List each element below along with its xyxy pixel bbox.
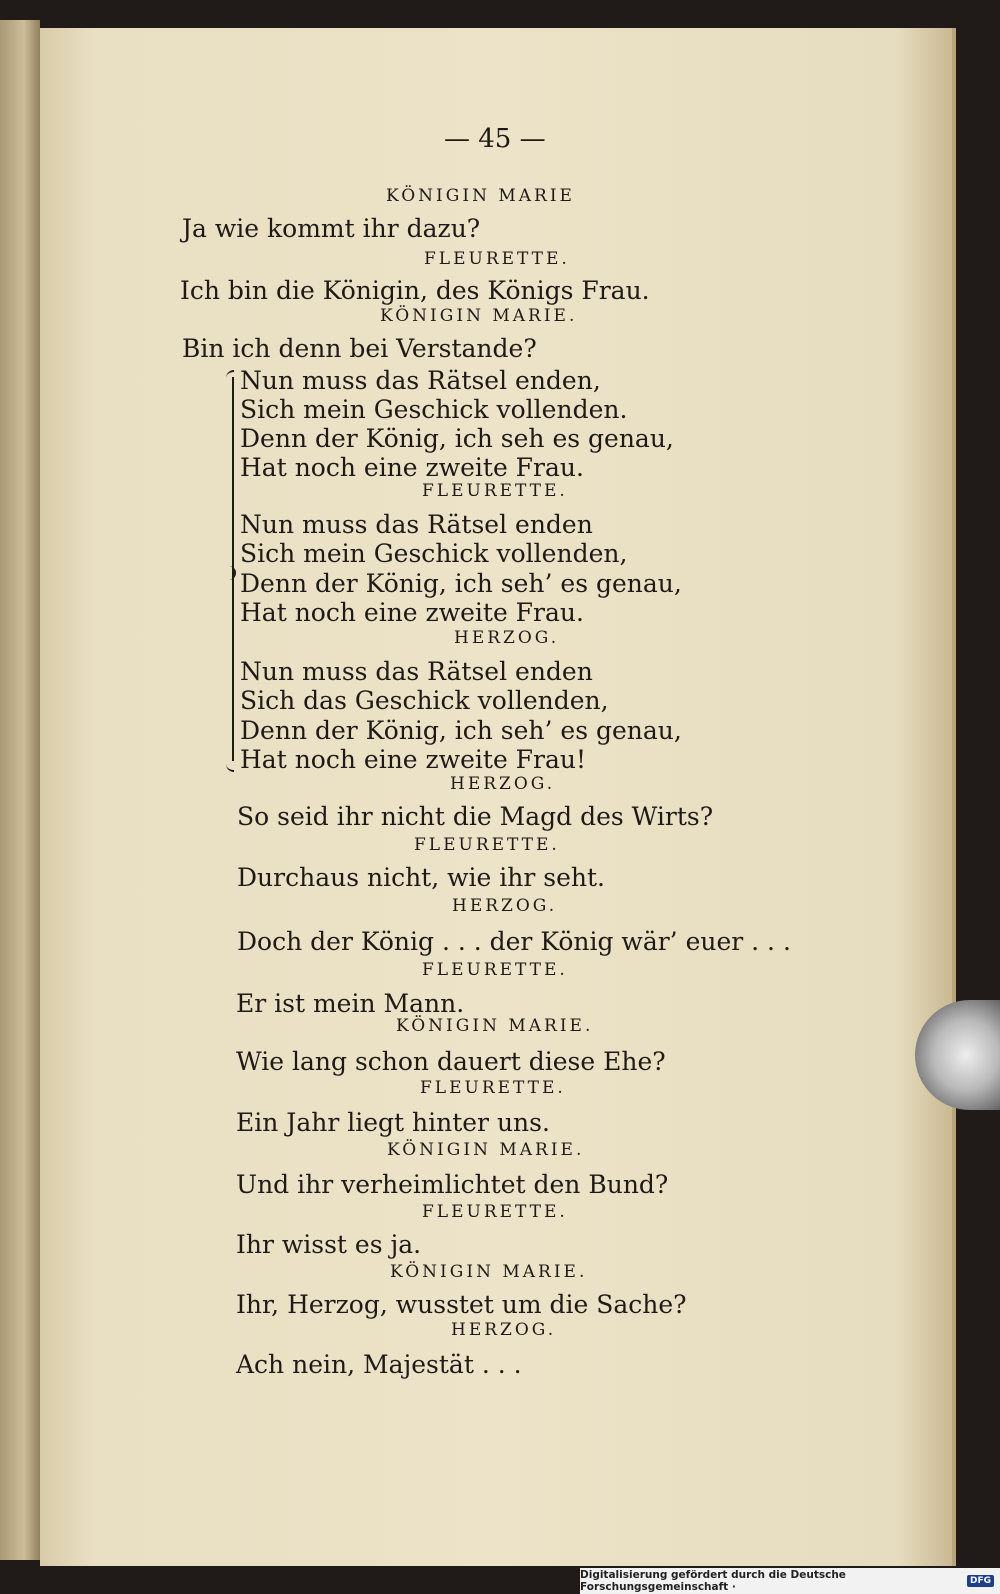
verse-line: Ich bin die Königin, des Königs Frau. — [180, 276, 650, 305]
verse-line: Ach nein, Majestät . . . — [236, 1350, 522, 1379]
verse-line: Ihr, Herzog, wusstet um die Sache? — [236, 1290, 687, 1319]
facing-page-edge — [0, 20, 40, 1560]
speaker-name: FLEURETTE. — [414, 835, 560, 855]
verse-line: Nun muss das Rätsel enden, — [240, 366, 601, 395]
verse-line: Ja wie kommt ihr dazu? — [182, 214, 481, 243]
verse-line: Durchaus nicht, wie ihr seht. — [237, 863, 605, 892]
footer-text: Digitalisierung gefördert durch die Deutsche Forschungsgemeinschaft · — [580, 1569, 846, 1593]
dfg-logo: DFG — [967, 1575, 994, 1587]
verse-line: Nun muss das Rätsel enden — [240, 657, 593, 686]
verse-line: Hat noch eine zweite Frau. — [240, 598, 584, 627]
speaker-name: FLEURETTE. — [424, 249, 570, 269]
verse-line: Denn der König, ich seh’ es genau, — [240, 716, 682, 745]
verse-line: Bin ich denn bei Verstande? — [182, 334, 537, 363]
speaker-name: KÖNIGIN MARIE. — [387, 1140, 585, 1160]
speaker-name: KÖNIGIN MARIE. — [380, 306, 578, 326]
verse-line: Doch der König . . . der König wär’ euer . . . — [237, 927, 791, 956]
speaker-name: FLEURETTE. — [422, 960, 568, 980]
verse-line: Hat noch eine zweite Frau! — [240, 745, 587, 774]
verse-line: Nun muss das Rätsel enden — [240, 510, 593, 539]
footer-banner — [580, 1568, 1000, 1594]
verse-line: Sich das Geschick vollenden, — [240, 686, 609, 715]
verse-line: Hat noch eine zweite Frau. — [240, 453, 584, 482]
verse-line: So seid ihr nicht die Magd des Wirts? — [237, 802, 714, 831]
verse-line: Ein Jahr liegt hinter uns. — [236, 1108, 550, 1137]
speaker-name: HERZOG. — [452, 896, 558, 916]
verse-line: Denn der König, ich seh es genau, — [240, 424, 674, 453]
verse-line: Denn der König, ich seh’ es genau, — [240, 569, 682, 598]
speaker-name: FLEURETTE. — [420, 1078, 566, 1098]
speaker-name: KÖNIGIN MARIE — [386, 186, 575, 206]
speaker-name: KÖNIGIN MARIE. — [396, 1016, 594, 1036]
verse-line: Er ist mein Mann. — [236, 989, 465, 1018]
verse-line: Sich mein Geschick vollenden, — [240, 539, 628, 568]
speaker-name: FLEURETTE. — [422, 481, 568, 501]
speaker-name: KÖNIGIN MARIE. — [390, 1262, 588, 1282]
speaker-name: HERZOG. — [450, 774, 556, 794]
verse-line: Und ihr verheimlichtet den Bund? — [236, 1170, 669, 1199]
verse-line: Ihr wisst es ja. — [236, 1230, 422, 1259]
verse-line: Sich mein Geschick vollenden. — [240, 395, 628, 424]
speaker-name: FLEURETTE. — [422, 1202, 568, 1222]
verse-line: Wie lang schon dauert diese Ehe? — [236, 1047, 666, 1076]
speaker-name: HERZOG. — [451, 1320, 557, 1340]
speaker-name: HERZOG. — [454, 628, 560, 648]
page-number: — 45 — — [444, 124, 546, 154]
